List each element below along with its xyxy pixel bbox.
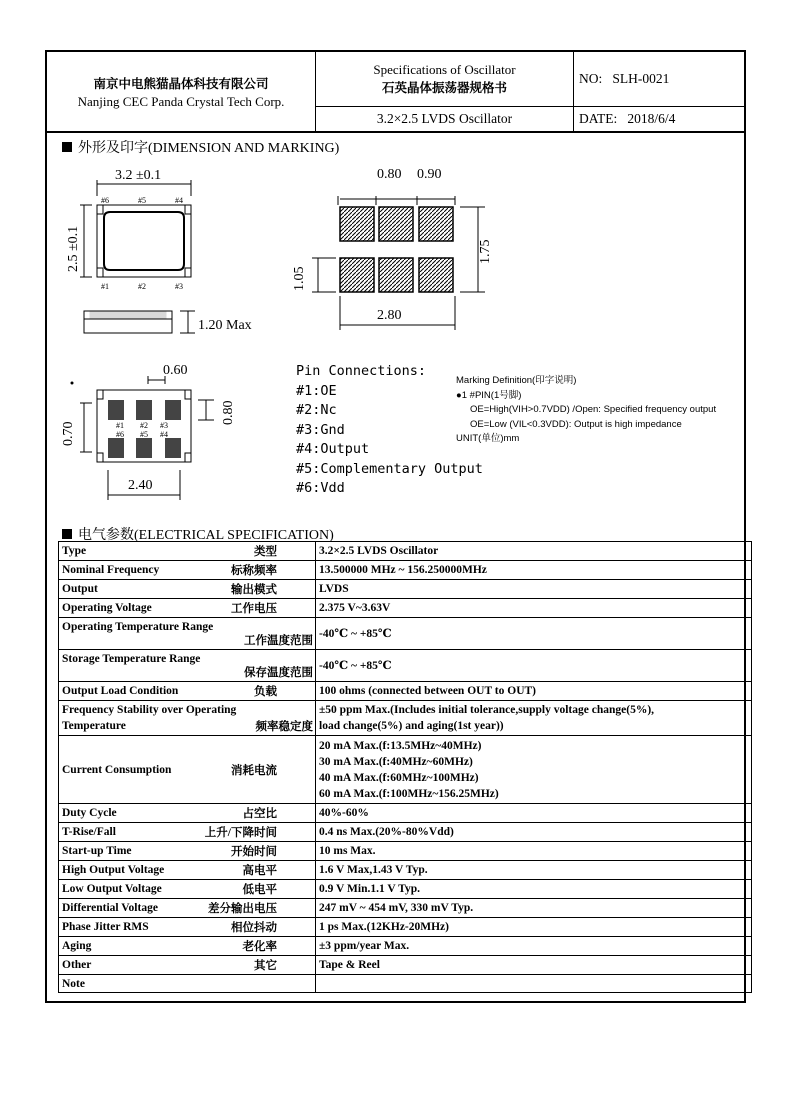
pad-1 [340,258,374,292]
marking-line-4: OE=Low (VIL<0.3VDD): Output is high impedance [470,418,682,430]
value-cell [316,682,752,701]
value-cell [316,899,752,918]
table-row [59,823,752,842]
param-name-en: Operating Voltage [62,602,152,614]
top-view-outline [97,205,191,277]
doc-number-label: NO: [579,71,603,86]
param-name-cn: 保存温度范围 [244,667,313,679]
pad-2 [379,258,413,292]
pin-line-1: #1:OE [296,382,337,399]
pad-4 [419,207,453,241]
bottom-pad-5 [136,400,152,420]
value-line: 13.500000 MHz ~ 156.250000MHz [319,564,487,576]
value-cell [316,956,752,975]
table-row [59,561,752,580]
dim-bottom-gap: 0.80 [221,400,236,425]
param-name-cn: 频率稳定度 [255,721,313,733]
param-name-cn: 消耗电流 [231,764,277,777]
pin-line-3: #3:Gnd [296,421,345,438]
param-cell [59,804,316,823]
pad-5 [379,207,413,241]
value-cell [316,937,752,956]
value-line: 60 mA Max.(f:100MHz~156.25MHz) [319,787,499,800]
dimension-section-title: 外形及印字(DIMENSION AND MARKING) [62,137,339,157]
value-line: 30 mA Max.(f:40MHz~60MHz) [319,755,473,768]
bottom-pad-1 [108,438,124,458]
marking-line-3: OE=High(VIH>0.7VDD) /Open: Specified frequency output [470,404,717,415]
pin-line-6: #6:Vdd [296,480,345,496]
param-cell [59,937,316,956]
dim-bottom-pad-w: 0.60 [163,363,188,378]
param-name-en: Storage Temperature Range [62,653,201,665]
table-row [59,682,752,701]
param-name-en: Phase Jitter RMS [62,921,149,933]
param-name-en: Differential Voltage [62,902,158,914]
value-line: 2.375 V~3.63V [319,602,391,614]
marking-definition [456,374,716,447]
param-name-en: Output Load Condition [62,685,179,697]
param-name-cn: 老化率 [242,941,277,953]
pin-label-4: #4 [175,196,183,205]
param-cell [59,682,316,701]
value-cell [316,880,752,899]
param-cell [59,561,316,580]
param-cell [59,956,316,975]
param-cell [59,823,316,842]
dim-pad-pitch-b: 0.90 [417,167,442,182]
table-row [59,599,752,618]
param-cell [59,975,316,993]
value-cell [316,918,752,937]
param-name-cn: 低电平 [242,884,277,896]
bottom-pin-label-4: #4 [160,430,168,439]
doc-title-en: Specifications of Oscillator [373,62,516,77]
value-cell [316,975,752,993]
param-name-cn: 相位抖动 [231,922,277,934]
pin-line-4: #4:Output [296,441,370,457]
pin-line-2: #2:Nc [296,402,337,418]
param-cell [59,701,316,736]
value-cell [316,542,752,561]
doc-date-label: DATE: [579,111,618,126]
product-name: 3.2×2.5 LVDS Oscillator [376,111,513,126]
table-row [59,736,752,804]
value-line: -40℃ ~ +85℃ [319,627,392,640]
bottom-pad-3 [165,438,181,458]
param-name-cn: 差分输出电压 [208,903,277,915]
param-cell [59,736,316,804]
value-line: ±3 ppm/year Max. [319,940,410,952]
bottom-pin-label-1: #1 [116,421,124,430]
value-line: 20 mA Max.(f:13.5MHz~40MHz) [319,739,482,752]
param-name-en: Type [62,545,87,557]
pin-label-6: #6 [101,196,109,205]
company-name-en: Nanjing CEC Panda Crystal Tech Corp. [77,94,285,109]
dim-pad-width: 2.80 [377,308,402,323]
param-name-cn: 开始时间 [231,846,277,858]
param-cell [59,861,316,880]
company-name-cn: 南京中电熊猫晶体科技有限公司 [93,77,269,91]
param-cell [59,542,316,561]
table-row [59,618,752,650]
value-line: LVDS [319,583,349,595]
param-cell [59,618,316,650]
square-bullet-icon [62,529,72,539]
param-name-en: Note [62,977,85,990]
value-line: 1 ps Max.(12KHz-20MHz) [319,921,449,933]
table-row [59,899,752,918]
value-cell [316,861,752,880]
value-line: load change(5%) and aging(1st year)) [319,720,504,732]
param-name-en: Current Consumption [62,763,172,776]
value-line: 0.9 V Min.1.1 V Typ. [319,883,420,895]
pin-label-3: #3 [175,282,183,291]
param-name-en: High Output Voltage [62,864,165,876]
param-name-en: Low Output Voltage [62,883,162,895]
value-cell [316,618,752,650]
table-row [59,918,752,937]
value-line: 247 mV ~ 454 mV, 330 mV Typ. [319,902,474,914]
param-name-en: Duty Cycle [62,807,117,819]
param-name-cn: 工作温度范围 [244,635,313,647]
param-name-cn: 上升/下降时间 [204,827,277,839]
param-name-cn: 高电平 [242,865,277,877]
dim-pad-height: 1.75 [478,239,493,264]
param-cell [59,880,316,899]
bottom-pad-2 [136,438,152,458]
doc-number-value: SLH-0021 [612,71,670,86]
dim-bottom-row: 0.70 [61,421,76,446]
pin-label-2: #2 [138,282,146,291]
param-name-cn: 标称频率 [231,565,277,577]
table-row [59,842,752,861]
bottom-pin-label-5: #5 [140,430,148,439]
pad-6 [340,207,374,241]
top-view-window [104,212,184,270]
pin-label-1: #1 [101,282,109,291]
table-row [59,650,752,682]
value-cell [316,580,752,599]
value-cell [316,599,752,618]
dim-bottom-width: 2.40 [128,478,153,493]
param-name-cn: 占空比 [242,808,277,820]
pin-connections-title: Pin Connections: [296,363,427,379]
value-line: ±50 ppm Max.(Includes initial tolerance,supply voltage change(5%), [319,704,655,716]
marking-line-2: ●1 #PIN(1号脚) [456,389,522,401]
value-line: 40 mA Max.(f:60MHz~100MHz) [319,771,479,784]
param-name-en: Frequency Stability over Operating Temperature [62,704,237,732]
pin-line-5: #5:Complementary Output [296,460,483,477]
pad-3 [419,258,453,292]
value-line: Tape & Reel [319,959,380,971]
param-name-en: Operating Temperature Range [62,621,214,633]
value-line: 10 ms Max. [319,845,376,857]
param-name-en: Start-up Time [62,845,132,857]
param-cell [59,599,316,618]
doc-date-value: 2018/6/4 [627,111,676,126]
table-row [59,956,752,975]
pin-label-5: #5 [138,196,146,205]
dim-top-height: 2.5 ±0.1 [66,225,81,272]
table-row [59,542,752,561]
bottom-pin-label-3: #3 [160,421,168,430]
doc-title-cn: 石英晶体振荡器规格书 [381,81,507,95]
param-cell [59,899,316,918]
param-name-en: T-Rise/Fall [62,826,116,838]
param-cell [59,842,316,861]
param-cell [59,580,316,599]
dim-thickness: 1.20 Max [198,318,252,333]
bottom-pad-4 [165,400,181,420]
table-row [59,880,752,899]
pin-connections [296,362,483,499]
bottom-pad-6 [108,400,124,420]
value-cell [316,823,752,842]
param-name-cn: 输出模式 [231,584,277,596]
param-name-en: Other [62,959,92,971]
value-cell [316,842,752,861]
param-cell [59,918,316,937]
param-name-cn: 工作电压 [231,603,277,615]
table-row [59,804,752,823]
table-row [59,975,752,993]
value-line: 100 ohms (connected between OUT to OUT) [319,685,536,697]
value-line: 0.4 ns Max.(20%-80%Vdd) [319,826,454,838]
value-line: -40℃ ~ +85℃ [319,659,392,672]
pin1-dot-icon [71,382,74,385]
param-name-en: Nominal Frequency [62,564,160,576]
table-row [59,580,752,599]
value-cell [316,561,752,580]
marking-line-1: Marking Definition(印字说明) [456,375,577,386]
value-cell [316,736,752,804]
bottom-pin-label-2: #2 [140,421,148,430]
param-name-en: Aging [62,940,92,952]
param-name-cn: 负载 [254,686,277,698]
marking-line-5: UNIT(单位)mm [456,433,520,444]
table-row [59,861,752,880]
electrical-section-title: 电气参数(ELECTRICAL SPECIFICATION) [62,524,334,544]
value-line: 3.2×2.5 LVDS Oscillator [319,545,439,557]
param-cell [59,650,316,682]
dim-pad-pitch-a: 0.80 [377,167,402,182]
value-line: 40%-60% [319,807,369,819]
value-cell [316,701,752,736]
param-name-cn: 类型 [254,546,277,558]
value-line: 1.6 V Max,1.43 V Typ. [319,864,428,876]
dim-pad-row: 1.05 [292,266,307,291]
dim-top-width: 3.2 ±0.1 [115,168,162,183]
electrical-spec-table [58,541,752,993]
table-row [59,701,752,736]
value-cell [316,650,752,682]
table-row [59,937,752,956]
param-name-en: Output [62,583,98,595]
param-name-cn: 其它 [254,960,277,972]
value-cell [316,804,752,823]
bottom-pin-label-6: #6 [116,430,124,439]
